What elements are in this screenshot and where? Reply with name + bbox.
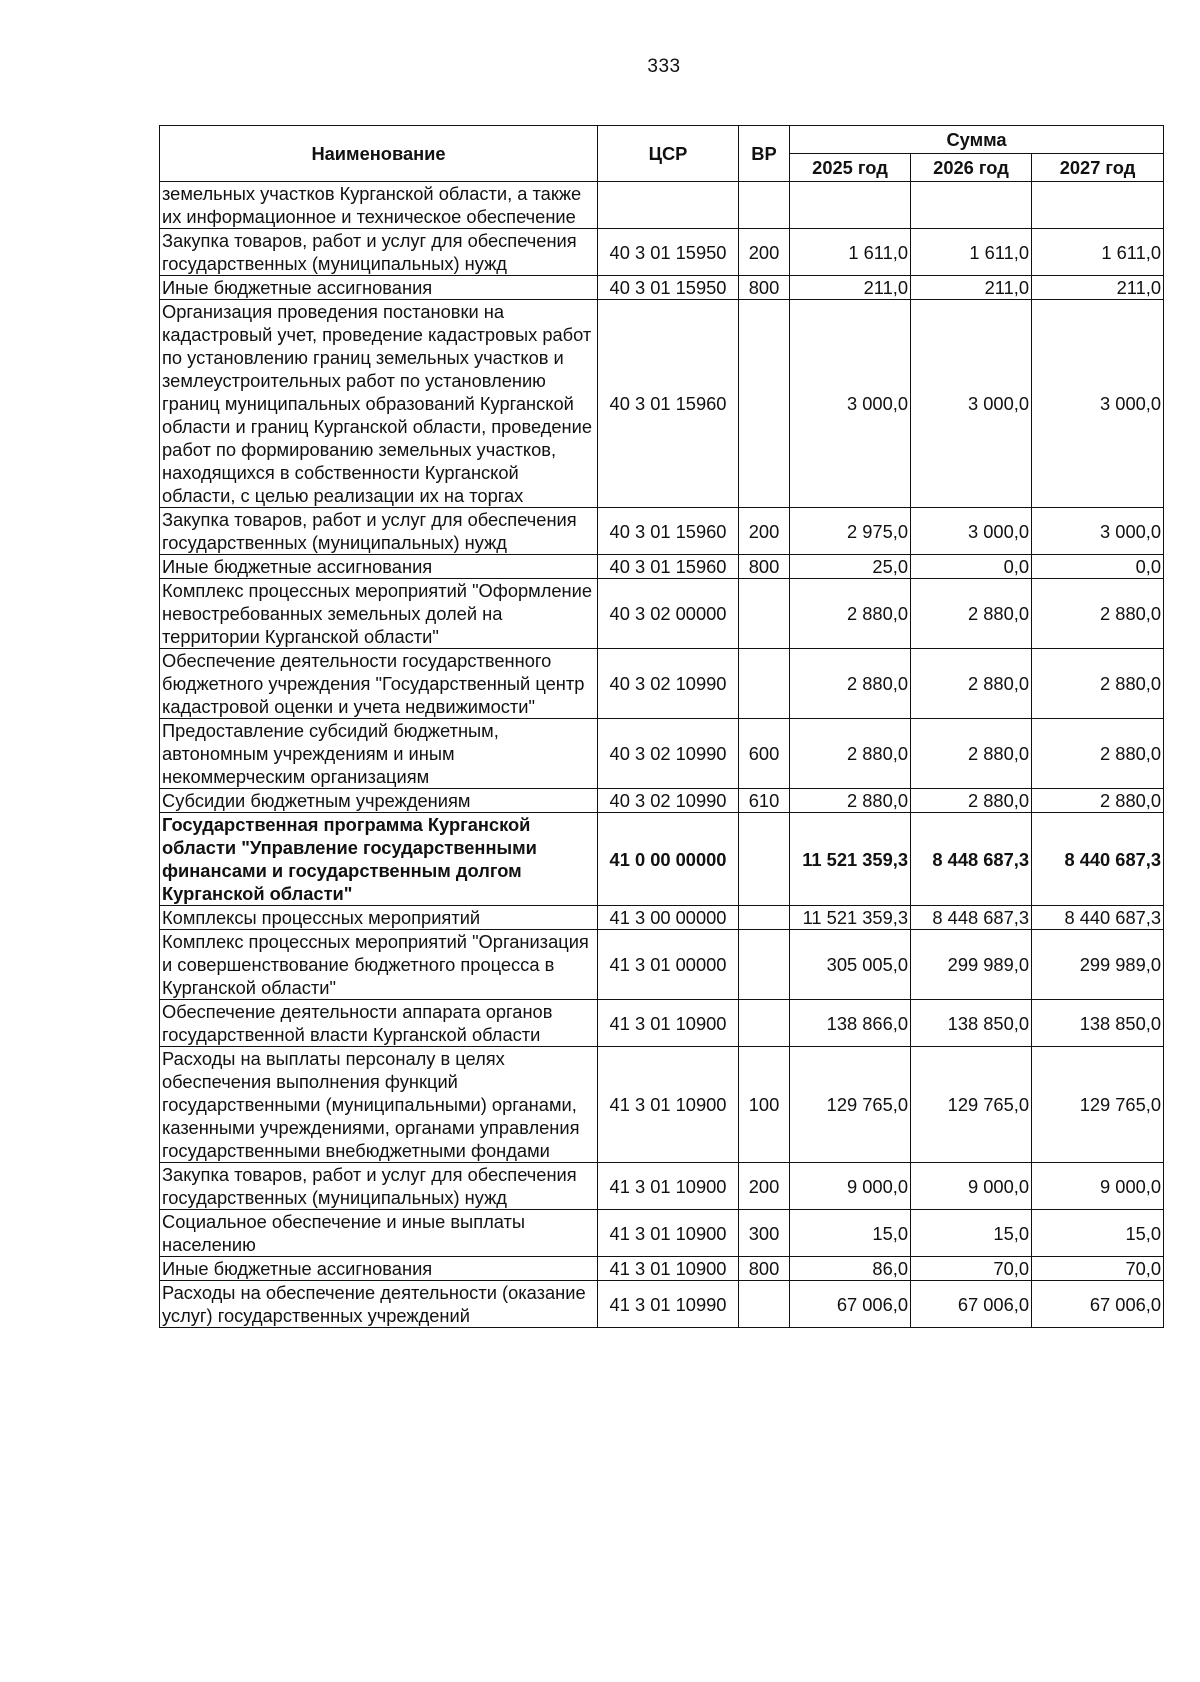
budget-table — [159, 125, 1164, 1328]
row-csr-cell: 41 3 01 10900 — [598, 1163, 739, 1210]
row-sum-2025-cell: 129 765,0 — [790, 1047, 911, 1163]
row-sum-2026-cell: 2 880,0 — [911, 649, 1032, 719]
table-row — [160, 508, 1164, 555]
table-row — [160, 1163, 1164, 1210]
row-name-cell: земельных участков Курганской области, а также их информационное и техническое обеспечение — [160, 182, 598, 229]
row-vr-cell: 800 — [739, 1257, 790, 1281]
row-vr-cell — [739, 300, 790, 508]
row-sum-2025-cell: 305 005,0 — [790, 930, 911, 1000]
row-name-cell: Закупка товаров, работ и услуг для обеспечения государственных (муниципальных) нужд — [160, 229, 598, 276]
row-sum-2026-cell: 299 989,0 — [911, 930, 1032, 1000]
row-sum-2025-cell — [790, 182, 911, 229]
row-sum-2026-cell: 2 880,0 — [911, 789, 1032, 813]
table-row — [160, 579, 1164, 649]
row-sum-2025-cell: 9 000,0 — [790, 1163, 911, 1210]
row-name-cell: Иные бюджетные ассигнования — [160, 276, 598, 300]
row-sum-2027-cell: 2 880,0 — [1032, 719, 1164, 789]
row-sum-2027-cell: 2 880,0 — [1032, 579, 1164, 649]
header-year-2025: 2025 год — [790, 154, 911, 182]
row-sum-2025-cell: 11 521 359,3 — [790, 813, 911, 906]
header-year-2026: 2026 год — [911, 154, 1032, 182]
row-csr-cell: 40 3 01 15960 — [598, 508, 739, 555]
table-row — [160, 930, 1164, 1000]
row-csr-cell — [598, 182, 739, 229]
row-vr-cell: 200 — [739, 508, 790, 555]
row-vr-cell — [739, 906, 790, 930]
row-vr-cell: 100 — [739, 1047, 790, 1163]
row-vr-cell: 200 — [739, 229, 790, 276]
row-csr-cell: 40 3 01 15960 — [598, 300, 739, 508]
row-sum-2025-cell: 138 866,0 — [790, 1000, 911, 1047]
table-row — [160, 906, 1164, 930]
table-row — [160, 719, 1164, 789]
row-sum-2025-cell: 15,0 — [790, 1210, 911, 1257]
row-sum-2026-cell: 3 000,0 — [911, 508, 1032, 555]
row-vr-cell: 600 — [739, 719, 790, 789]
row-vr-cell — [739, 813, 790, 906]
row-sum-2026-cell: 2 880,0 — [911, 579, 1032, 649]
row-name-cell: Закупка товаров, работ и услуг для обеспечения государственных (муниципальных) нужд — [160, 508, 598, 555]
row-sum-2026-cell: 0,0 — [911, 555, 1032, 579]
row-sum-2025-cell: 2 880,0 — [790, 719, 911, 789]
row-name-cell: Иные бюджетные ассигнования — [160, 555, 598, 579]
row-sum-2026-cell: 138 850,0 — [911, 1000, 1032, 1047]
row-sum-2025-cell: 25,0 — [790, 555, 911, 579]
row-sum-2027-cell: 2 880,0 — [1032, 789, 1164, 813]
row-name-cell: Организация проведения постановки на кадастровый учет, проведение кадастровых работ по установлению границ земельных участков и землеустроительных работ по установлению границ муниципальных образований Курганской области и границ Курганской области, проведение работ по формированию земельных участков, находящихся в собственности Курганской области, с целью реализации их на торгах — [160, 300, 598, 508]
row-sum-2027-cell: 9 000,0 — [1032, 1163, 1164, 1210]
row-sum-2027-cell: 1 611,0 — [1032, 229, 1164, 276]
page-number: 333 — [647, 56, 681, 77]
row-csr-cell: 41 3 01 10900 — [598, 1047, 739, 1163]
row-name-cell: Расходы на обеспечение деятельности (оказание услуг) государственных учреждений — [160, 1281, 598, 1328]
row-sum-2027-cell: 8 440 687,3 — [1032, 906, 1164, 930]
row-name-cell: Субсидии бюджетным учреждениям — [160, 789, 598, 813]
row-csr-cell: 40 3 01 15960 — [598, 555, 739, 579]
row-sum-2027-cell: 70,0 — [1032, 1257, 1164, 1281]
row-sum-2026-cell: 70,0 — [911, 1257, 1032, 1281]
row-sum-2026-cell: 1 611,0 — [911, 229, 1032, 276]
row-vr-cell: 200 — [739, 1163, 790, 1210]
table-row — [160, 649, 1164, 719]
row-sum-2025-cell: 2 880,0 — [790, 649, 911, 719]
row-sum-2025-cell: 1 611,0 — [790, 229, 911, 276]
row-name-cell: Расходы на выплаты персоналу в целях обеспечения выполнения функций государственными (муниципальными) органами, казенными учреждениями, органами управления государственными внебюджетными фондами — [160, 1047, 598, 1163]
row-vr-cell — [739, 930, 790, 1000]
row-name-cell: Обеспечение деятельности аппарата органов государственной власти Курганской области — [160, 1000, 598, 1047]
row-csr-cell: 40 3 02 00000 — [598, 579, 739, 649]
row-sum-2027-cell: 0,0 — [1032, 555, 1164, 579]
row-sum-2025-cell: 3 000,0 — [790, 300, 911, 508]
row-sum-2027-cell: 8 440 687,3 — [1032, 813, 1164, 906]
row-name-cell: Государственная программа Курганской области "Управление государственными финансами и государственным долгом Курганской области" — [160, 813, 598, 906]
row-name-cell: Закупка товаров, работ и услуг для обеспечения государственных (муниципальных) нужд — [160, 1163, 598, 1210]
row-vr-cell — [739, 1281, 790, 1328]
row-sum-2026-cell: 15,0 — [911, 1210, 1032, 1257]
table-body — [160, 182, 1164, 1328]
table-row — [160, 1281, 1164, 1328]
row-sum-2027-cell: 67 006,0 — [1032, 1281, 1164, 1328]
row-sum-2026-cell: 67 006,0 — [911, 1281, 1032, 1328]
table-row — [160, 229, 1164, 276]
row-sum-2025-cell: 2 880,0 — [790, 579, 911, 649]
table-row — [160, 300, 1164, 508]
table-row — [160, 182, 1164, 229]
row-sum-2026-cell: 129 765,0 — [911, 1047, 1032, 1163]
table-row — [160, 1257, 1164, 1281]
row-csr-cell: 40 3 02 10990 — [598, 719, 739, 789]
table-row — [160, 789, 1164, 813]
table-header — [160, 126, 1164, 182]
row-sum-2026-cell — [911, 182, 1032, 229]
row-csr-cell: 41 3 01 00000 — [598, 930, 739, 1000]
row-sum-2026-cell: 8 448 687,3 — [911, 813, 1032, 906]
row-name-cell: Иные бюджетные ассигнования — [160, 1257, 598, 1281]
row-sum-2027-cell — [1032, 182, 1164, 229]
header-csr: ЦСР — [598, 126, 739, 182]
row-vr-cell: 800 — [739, 555, 790, 579]
row-csr-cell: 40 3 02 10990 — [598, 789, 739, 813]
row-vr-cell — [739, 649, 790, 719]
header-sum: Сумма — [790, 126, 1164, 154]
row-vr-cell — [739, 1000, 790, 1047]
table-row — [160, 555, 1164, 579]
row-sum-2026-cell: 2 880,0 — [911, 719, 1032, 789]
table-row — [160, 1210, 1164, 1257]
row-csr-cell: 41 3 01 10900 — [598, 1210, 739, 1257]
header-vr: ВР — [739, 126, 790, 182]
row-sum-2027-cell: 129 765,0 — [1032, 1047, 1164, 1163]
row-name-cell: Социальное обеспечение и иные выплаты населению — [160, 1210, 598, 1257]
row-csr-cell: 41 3 01 10900 — [598, 1000, 739, 1047]
row-name-cell: Предоставление субсидий бюджетным, автономным учреждениям и иным некоммерческим организациям — [160, 719, 598, 789]
row-sum-2027-cell: 211,0 — [1032, 276, 1164, 300]
row-name-cell: Комплекс процессных мероприятий "Оформление невостребованных земельных долей на территории Курганской области" — [160, 579, 598, 649]
row-sum-2027-cell: 2 880,0 — [1032, 649, 1164, 719]
row-sum-2027-cell: 299 989,0 — [1032, 930, 1164, 1000]
row-csr-cell: 41 3 01 10900 — [598, 1257, 739, 1281]
row-name-cell: Обеспечение деятельности государственного бюджетного учреждения "Государственный центр кадастровой оценки и учета недвижимости" — [160, 649, 598, 719]
row-sum-2025-cell: 2 975,0 — [790, 508, 911, 555]
row-csr-cell: 40 3 01 15950 — [598, 229, 739, 276]
table-row — [160, 276, 1164, 300]
row-sum-2026-cell: 3 000,0 — [911, 300, 1032, 508]
row-csr-cell: 41 3 00 00000 — [598, 906, 739, 930]
row-vr-cell: 300 — [739, 1210, 790, 1257]
row-vr-cell: 800 — [739, 276, 790, 300]
row-vr-cell — [739, 182, 790, 229]
row-vr-cell: 610 — [739, 789, 790, 813]
row-name-cell: Комплекс процессных мероприятий "Организация и совершенствование бюджетного процесса в Курганской области" — [160, 930, 598, 1000]
row-name-cell: Комплексы процессных мероприятий — [160, 906, 598, 930]
row-csr-cell: 41 0 00 00000 — [598, 813, 739, 906]
row-sum-2027-cell: 15,0 — [1032, 1210, 1164, 1257]
row-sum-2026-cell: 8 448 687,3 — [911, 906, 1032, 930]
row-sum-2025-cell: 86,0 — [790, 1257, 911, 1281]
row-sum-2025-cell: 2 880,0 — [790, 789, 911, 813]
row-vr-cell — [739, 579, 790, 649]
header-year-2027: 2027 год — [1032, 154, 1164, 182]
row-csr-cell: 40 3 01 15950 — [598, 276, 739, 300]
row-sum-2026-cell: 211,0 — [911, 276, 1032, 300]
table-row — [160, 1047, 1164, 1163]
row-sum-2026-cell: 9 000,0 — [911, 1163, 1032, 1210]
row-csr-cell: 41 3 01 10990 — [598, 1281, 739, 1328]
header-name: Наименование — [160, 126, 598, 182]
row-sum-2025-cell: 67 006,0 — [790, 1281, 911, 1328]
table-row — [160, 1000, 1164, 1047]
row-sum-2027-cell: 3 000,0 — [1032, 300, 1164, 508]
row-sum-2025-cell: 211,0 — [790, 276, 911, 300]
row-csr-cell: 40 3 02 10990 — [598, 649, 739, 719]
row-sum-2025-cell: 11 521 359,3 — [790, 906, 911, 930]
table-row — [160, 813, 1164, 906]
row-sum-2027-cell: 138 850,0 — [1032, 1000, 1164, 1047]
row-sum-2027-cell: 3 000,0 — [1032, 508, 1164, 555]
